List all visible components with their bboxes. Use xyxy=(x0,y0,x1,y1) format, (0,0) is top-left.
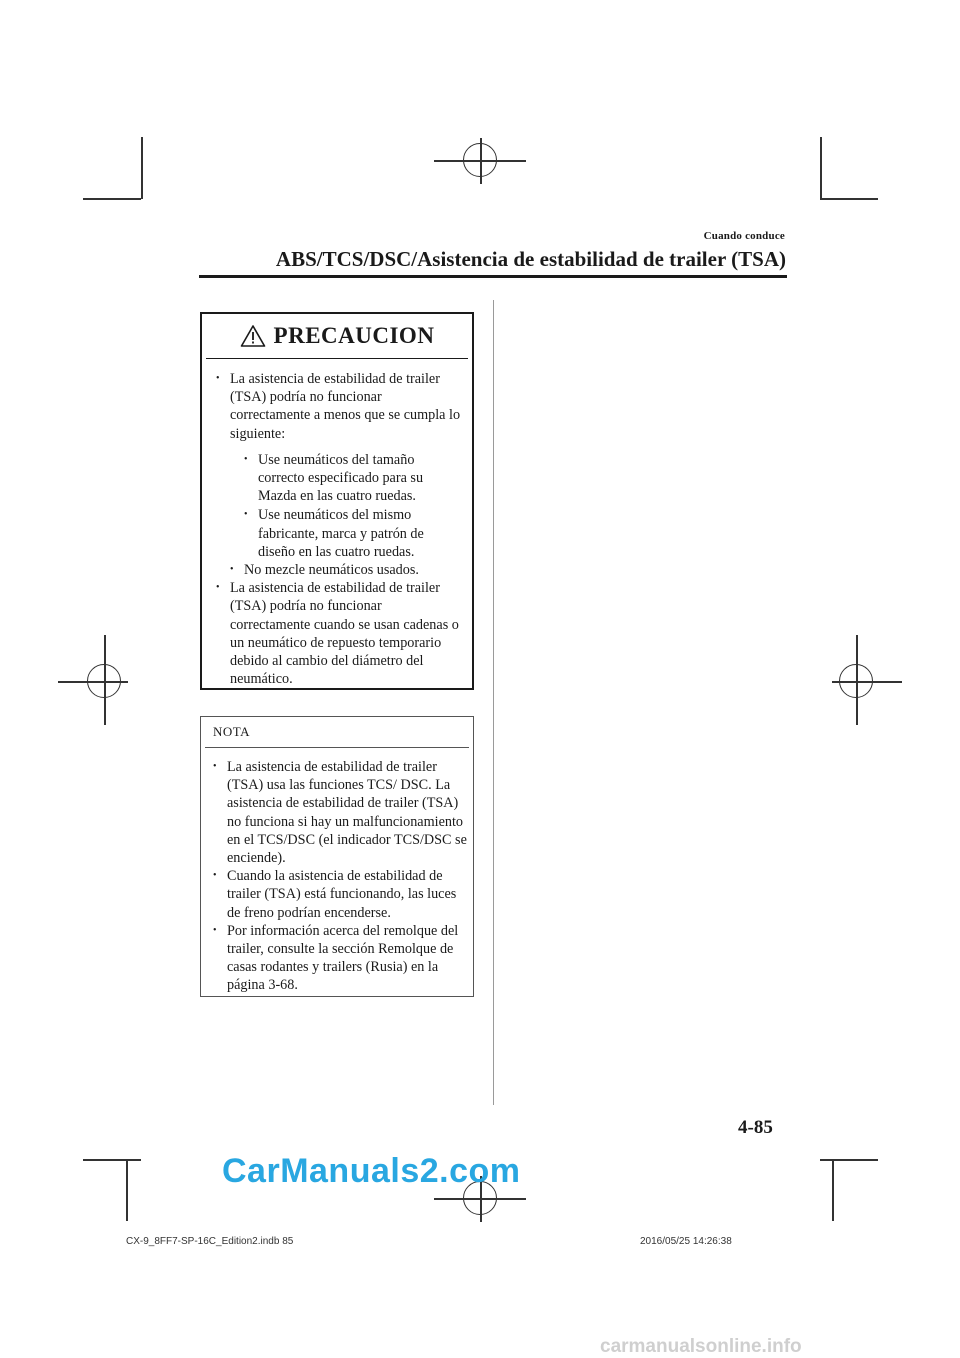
crop-mark xyxy=(141,137,143,199)
footer-file: CX-9_8FF7-SP-16C_Edition2.indb 85 xyxy=(126,1236,294,1247)
section-label: Cuando conduce xyxy=(703,230,785,242)
registration-circle-icon xyxy=(839,664,873,698)
sub-list-item: • Use neumáticos del mismo fabricante, marca y patrón de diseño en las cuatro ruedas. xyxy=(244,506,464,561)
caution-box xyxy=(200,312,474,690)
warning-triangle-icon xyxy=(240,324,266,348)
crop-mark xyxy=(820,137,822,199)
sub-list xyxy=(230,443,464,561)
caution-title: PRECAUCION xyxy=(273,323,435,348)
caution-header xyxy=(206,314,468,359)
registration-circle-icon xyxy=(87,664,121,698)
page-number: 4-85 xyxy=(738,1117,773,1138)
note-title: NOTA xyxy=(205,717,469,748)
crop-mark xyxy=(83,198,141,200)
list-item: • Por información acerca del remolque del trailer, consulte la sección Remolque de casas rodantes y trailers (Rusia) en la página 3-68. xyxy=(213,922,467,995)
list-item: • Cuando la asistencia de estabilidad de trailer (TSA) está funcionando, las luces de freno podrían encenderse. xyxy=(213,867,467,922)
site-watermark: carmanualsonline.info xyxy=(600,1336,802,1357)
list-item: • La asistencia de estabilidad de trailer (TSA) podría no funcionar correctamente cuando se usan cadenas o un neumático de repuesto temporario debido al cambio del diámetro del neumático. xyxy=(216,579,464,688)
page-title: ABS/TCS/DSC/Asistencia de estabilidad de trailer (TSA) xyxy=(275,247,786,271)
registration-circle-icon xyxy=(463,143,497,177)
crop-mark xyxy=(126,1159,128,1221)
crop-mark xyxy=(820,198,878,200)
note-list xyxy=(201,748,473,995)
list-item xyxy=(216,370,464,561)
crop-mark xyxy=(832,1159,834,1221)
crop-mark xyxy=(820,1159,878,1161)
header-rule xyxy=(199,275,787,278)
note-box xyxy=(200,716,474,997)
footer-timestamp: 2016/05/25 14:26:38 xyxy=(640,1236,732,1247)
list-item: • No mezcle neumáticos usados. xyxy=(230,561,464,579)
crop-mark xyxy=(83,1159,141,1161)
sub-list-item: • Use neumáticos del tamaño correcto especificado para su Mazda en las cuatro ruedas. xyxy=(244,451,464,506)
column-divider xyxy=(493,300,494,1105)
list-item: • La asistencia de estabilidad de trailer (TSA) usa las funciones TCS/ DSC. La asistencia de estabilidad de trailer (TSA) no funciona si hay un malfuncionamiento en el TCS/DSC (el indicador TCS/DSC se enciende). xyxy=(213,758,467,867)
caution-list xyxy=(202,359,472,688)
watermark-logo: CarManuals2.com xyxy=(222,1152,521,1190)
list-item-text: La asistencia de estabilidad de trailer (TSA) podría no funcionar correctamente a menos que se cumpla lo siguiente: xyxy=(230,371,461,442)
